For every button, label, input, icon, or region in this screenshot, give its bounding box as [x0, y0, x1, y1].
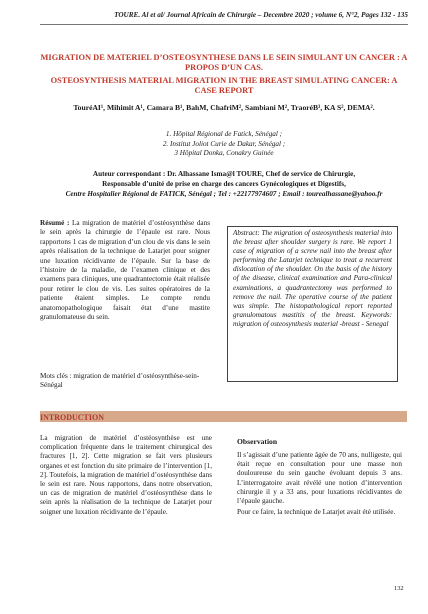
running-head: TOURE. Al et al/ Journal Africain de Chirurgie – Decembre 2020 ; volume 6, N°2, Pages 132 - 135	[114, 11, 408, 19]
affiliation-3: 3 Hôpital Donka, Conakry Guinée	[174, 149, 274, 158]
title-english: OSTEOSYNTHESIS MATERIAL MIGRATION IN THE BREAST SIMULATING CANCER: A CASE REPORT	[50, 76, 398, 95]
correspondence-label: Auteur correspondant : Dr. Alhassane Isma@l TOURE, Chef de service de Chirurgie,	[92, 170, 356, 178]
resume-text: La migration de matériel d’ostéosynthèse dans le sein après la chirurgie de l’épaule est rare. Nous rapportons 1 cas de migration d’un clou de vis dans le sein après réalisation de la technique de Latarjet pour soigner une luxation récidivante de l’épaule. Sur la base de l’histoire de la maladie, de l’examen clinique et des examens para cliniques, une quadrantectomie était réalisée pour retirer le clou de vis. Les suites opératoires de la patiente étaient simples. Le compte rendu anatomopathologique faisait état d’une mastite granulomateuse du sein.	[40, 219, 211, 322]
abstract-english-box: Abstract: The migration of osteosynthesis material into the breast after shoulder surgery is rare. We report 1 case of migration of a screw nail into the breast after performing the Latarjet technique to treat a recurrent dislocation of the shoulder. On the basis of the history of the disease, clinical examination and Para-clinical examinations, a quadrantectomy was performed to remove the nail. The operative course of the patient was simple. The histopathological report reported granulomatous mastitis of the breast. Keywords: migration of osteosynthesis material -breast - Senegal	[227, 226, 398, 382]
resume-label: Résumé :	[40, 219, 70, 227]
resume-french	[40, 219, 210, 322]
correspondence-contact: Centre Hospitalier Régional de FATICK, Sénégal ; Tel : +22177974607 ; Email : tourealhassane@yahoo.fr	[65, 189, 383, 198]
section-heading-observation: Observation	[237, 437, 278, 446]
title-french: MIGRATION DE MATERIEL D’OSTEOSYNTHESE DANS LE SEIN SIMULANT UN CANCER : A PROPOS D’UN CAS.	[40, 53, 408, 72]
introduction-text: La migration de matériel d’ostéosynthèse est une complication fréquente dans le traitement chirurgical des fractures [1, 2]. Cette migration se fait vers plusieurs organes et est fonction du site primaire de l’intervention [1, 2]. Toutefois, la migration de matériel d’ostéosynthèse dans le sein est rare. Nous rapportons, dans notre observation, un cas de migration de matériel d’ostéosynthèse dans le sein après la réalisation de la technique de Latarjet pour soigner une luxation récidivante de l’épaule.	[40, 434, 212, 516]
correspondence-block	[40, 170, 408, 199]
observation-text	[237, 451, 402, 519]
correspondence-institution: Responsable d’unité de prise en charge des cancers Gynécologiques et Digestifs,	[102, 179, 346, 188]
keywords-french: Mots clés : migration de matériel d’ostéosynthèse-sein-Sénégal	[40, 372, 200, 390]
section-heading-introduction: INTRODUCTION	[40, 413, 105, 422]
header-rule	[40, 24, 408, 25]
observation-paragraph-1: Il s’agissait d’une patiente âgée de 70 ans, nulligeste, qui était reçue en consultation pour une masse non douloureuse du sein gauche évoluant depuis 3 ans. L’interrogatoire avait révélé une notion d’intervention chirurgie il y a 33 ans, pour luxations récidivantes de l’épaule gauche.	[237, 451, 402, 506]
affiliation-1: 1. Hôpital Régional de Fatick, Sénégal ;	[165, 130, 283, 138]
author-list: TouréAI¹, Mihimit A¹, Camara B¹, BahM, ChafriM², Sambiani M², TraoréB³, KA S², DEMA².	[73, 103, 375, 112]
page-number: 132	[394, 585, 404, 592]
affiliations	[40, 130, 408, 159]
affiliation-2: 2. Institut Joliot Curie de Dakar, Sénégal ;	[162, 139, 286, 148]
observation-paragraph-2: Pour ce faire, la technique de Latarjet avait été utilisée.	[237, 508, 396, 517]
